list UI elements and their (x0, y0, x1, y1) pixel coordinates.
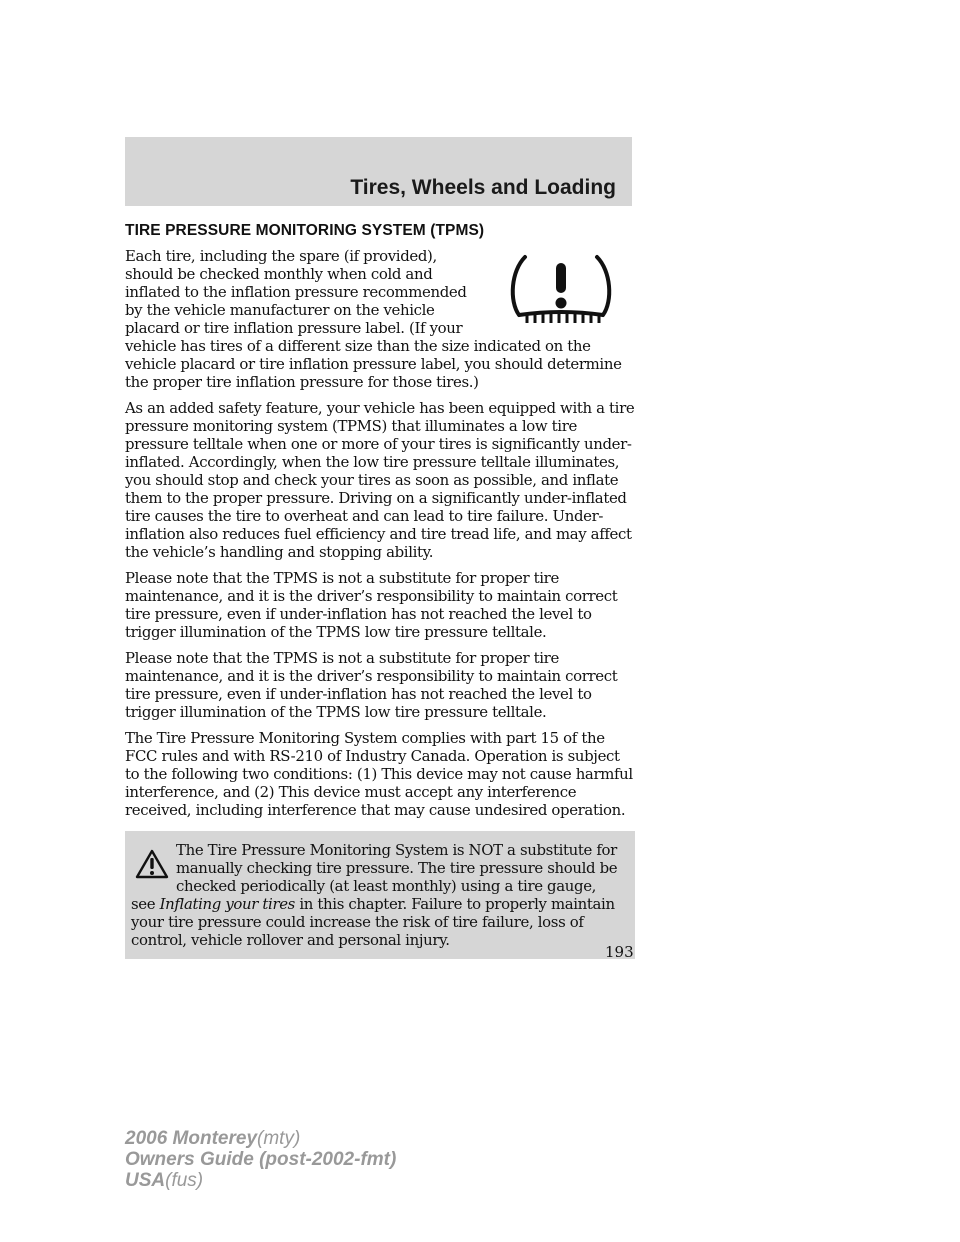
footer-model-code: (mty) (257, 1128, 301, 1149)
document-footer (125, 1128, 396, 1191)
page-number: 193 (605, 943, 634, 961)
footer-market: USA (125, 1170, 166, 1191)
paragraph-4: Please note that the TPMS is not a substitute for proper tire maintenance, and it is the driver’s responsibility to maintain correct tire pressure, even if under-inflation has not reached the level to trigger illumination of the TPMS low tire pressure telltale. (125, 649, 618, 721)
section-heading: TIRE PRESSURE MONITORING SYSTEM (TPMS) (125, 222, 485, 239)
paragraph-3: Please note that the TPMS is not a substitute for proper tire maintenance, and it is the driver’s responsibility to maintain correct tire pressure, even if under-inflation has not reached the level to trigger illumination of the TPMS low tire pressure telltale. (125, 569, 618, 641)
chapter-header (125, 137, 632, 206)
footer-market-code: (fus) (165, 1170, 204, 1191)
paragraph-1: Each tire, including the spare (if provided), should be checked monthly when cold and inflated to the inflation pressure recommended by the vehicle manufacturer on the vehicle placard or tire inflation pressure label. (If your vehicle has tires of a different size than the size indicated on the vehicle placard or tire inflation pressure label, you should determine the proper tire inflation pressure for those tires.) (125, 247, 622, 391)
warning-text (131, 841, 621, 949)
inflating-tires-reference: Inflating your tires (159, 895, 295, 913)
footer-model: 2006 Monterey (125, 1128, 258, 1149)
chapter-title: Tires, Wheels and Loading (350, 176, 616, 199)
footer-guide: Owners Guide (post-2002-fmt) (125, 1149, 397, 1170)
page-content (125, 222, 635, 959)
warning-box (125, 831, 635, 959)
warning-triangle-icon (135, 849, 169, 879)
tire-pressure-warning-icon (503, 253, 619, 329)
paragraph-5: The Tire Pressure Monitoring System complies with part 15 of the FCC rules and with RS-210 of Industry Canada. Operation is subject to the following two conditions: (1) This device may not cause harmful interference, and (2) This device must accept any interference received, including interference that may cause undesired operation. (125, 729, 633, 819)
intro-block (125, 247, 635, 391)
warning-text-before: The Tire Pressure Monitoring System is NOT a substitute for manually checking tire pressure. The tire pressure should be checked periodically (at least monthly) using a tire gauge, see (131, 841, 618, 913)
paragraph-2: As an added safety feature, your vehicle has been equipped with a tire pressure monitoring system (TPMS) that illuminates a low tire pressure telltale when one or more of your tires is significantly under-inflated. Accordingly, when the low tire pressure telltale illuminates, you should stop and check your tires as soon as possible, and inflate them to the proper pressure. Driving on a significantly under-inflated tire causes the tire to overheat and can lead to tire failure. Under-inflation also reduces fuel efficiency and tire tread life, and may affect the vehicle’s handling and stopping ability. (125, 399, 635, 561)
warning-text-after: in this chapter. Failure to properly maintain your tire pressure could increase the risk of tire failure, loss of control, vehicle rollover and personal injury. (131, 895, 615, 949)
